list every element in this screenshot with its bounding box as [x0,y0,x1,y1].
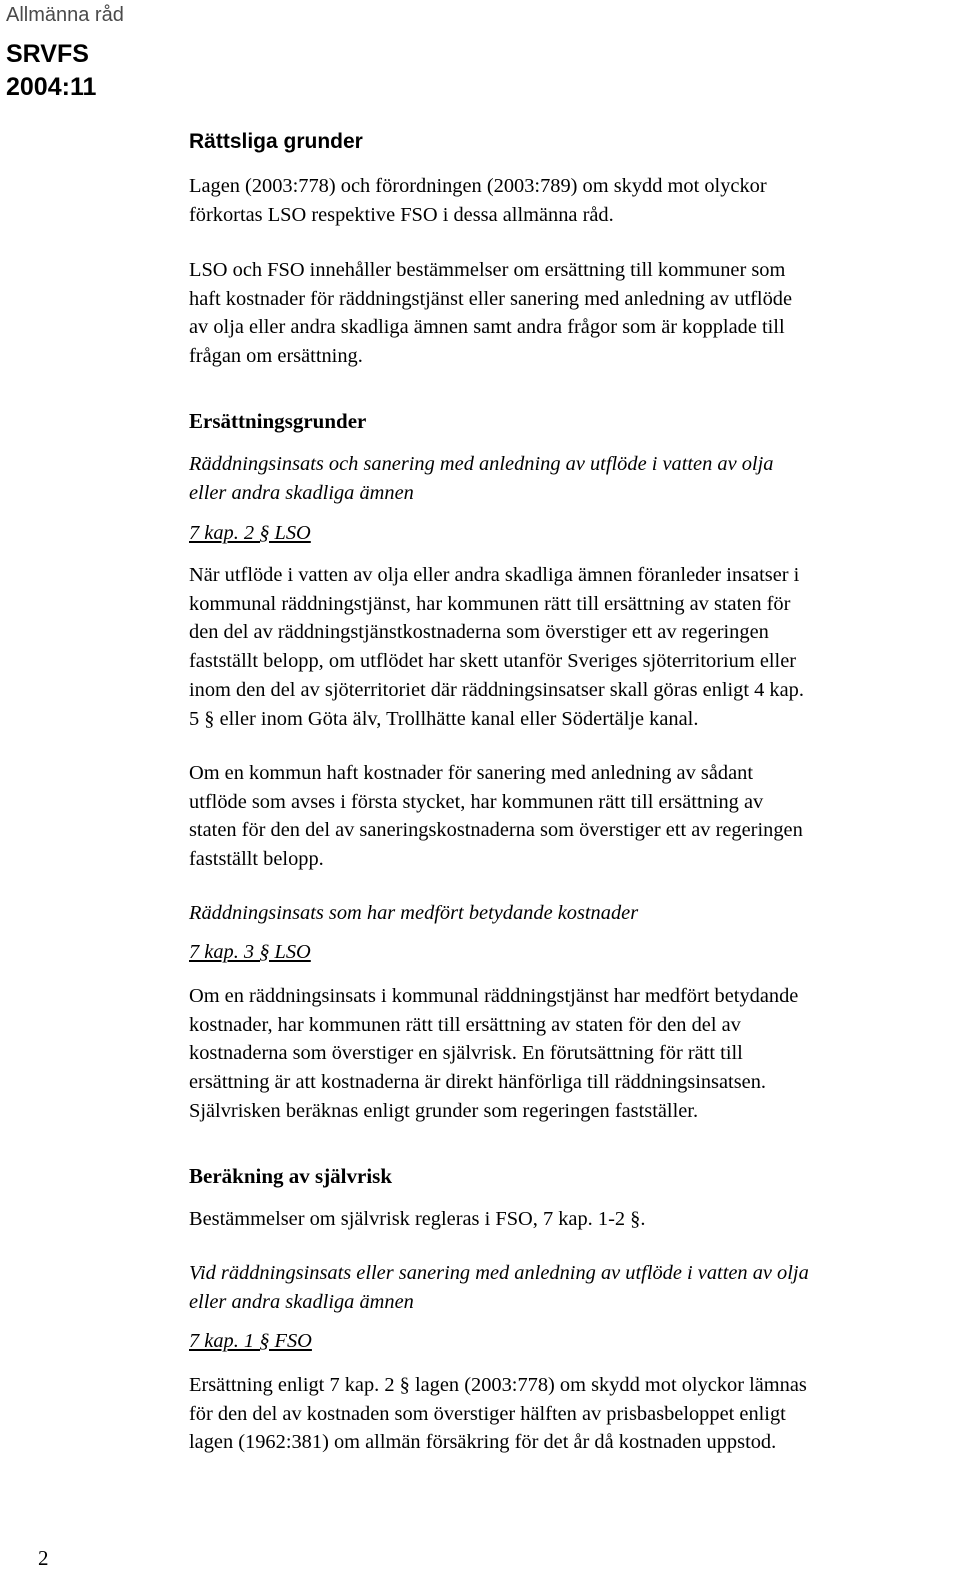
subheading-rescue-deductible [189,1259,809,1316]
text-line: Självrisken beräknas enligt grunder som regeringen fastställer. [189,1099,699,1122]
text-line: haft kostnader för räddningstjänst eller sanering med anledning av utflöde [189,287,793,310]
text-line: fastställt belopp. [189,848,324,871]
series-number: 2004:11 [6,73,97,101]
text-line: den del av räddningstjänstkostnaderna som överstiger ett av regeringen [189,621,769,644]
heading-legal-basis: Rättsliga grunder [189,130,363,153]
text-line: kommunal räddningstjänst, har kommunen rätt till ersättning av staten för [189,592,791,615]
heading-compensation: Ersättningsgrunder [189,409,367,433]
text-line: Ersättning enligt 7 kap. 2 § lagen (2003:778) om skydd mot olyckor lämnas [189,1374,807,1396]
subheading-rescue-sanitation [189,450,773,507]
text-line: Om en kommun haft kostnader för sanering med anledning av sådant [189,762,753,784]
document-series [6,38,96,104]
text-line: frågan om ersättning. [189,345,363,368]
text-line: för den del av kostnaden som överstiger hälften av prisbasbeloppet enligt [189,1402,786,1425]
paragraph-compensation-1 [189,561,804,733]
text-line: Lagen (2003:778) och förordningen (2003:789) om skydd mot olyckor [189,175,767,197]
text-line: eller andra skadliga ämnen [189,481,414,504]
page-number: 2 [38,1546,49,1570]
text-line: förkortas LSO respektive FSO i dessa allmänna råd. [189,203,614,226]
text-line: fastställt belopp, om utflödet har skett utanför Sveriges sjöterritorium eller [189,650,797,673]
text-line: ersättning är att kostnaderna är direkt hänförliga till räddningsinsatsen. [189,1071,766,1094]
text-line: LSO och FSO innehåller bestämmelser om ersättning till kommuner som [189,259,786,281]
legal-reference-7-2-lso: 7 kap. 2 § LSO [189,522,311,544]
text-line: utflöde som avses i första stycket, har kommunen rätt till ersättning av [189,790,764,813]
paragraph-legal-basis-2 [189,256,792,371]
text-line: staten för den del av saneringskostnaderna som överstiger ett av regeringen [189,819,803,842]
text-line: kostnader, har kommunen rätt till ersättning av staten för den del av [189,1013,741,1036]
text-line: Räddningsinsats och sanering med anledning av utflöde i vatten av olja [189,453,774,475]
legal-reference-7-1-fso: 7 kap. 1 § FSO [189,1330,312,1352]
paragraph-compensation-3 [189,982,798,1126]
text-line: När utflöde i vatten av olja eller andra skadliga ämnen föranleder insatser i [189,564,800,586]
heading-deductible: Beräkning av självrisk [189,1164,393,1188]
text-line: kostnaderna som överstiger en självrisk. En förutsättning för rätt till [189,1042,743,1065]
text-line: lagen (1962:381) om allmän försäkring för det år då kostnaden uppstod. [189,1431,777,1454]
document-category: Allmänna råd [6,4,124,26]
text-line: Vid räddningsinsats eller sanering med anledning av utflöde i vatten av olja [189,1262,809,1284]
subheading-significant-costs: Räddningsinsats som har medfört betydande kostnader [189,902,639,924]
text-line: 5 § eller inom Göta älv, Trollhätte kanal eller Södertälje kanal. [189,707,699,730]
text-line: Om en räddningsinsats i kommunal räddningstjänst har medfört betydande [189,985,799,1007]
paragraph-compensation-2 [189,759,803,874]
paragraph-legal-basis-1 [189,172,767,229]
text-line: eller andra skadliga ämnen [189,1290,414,1313]
text-line: av olja eller andra skadliga ämnen samt andra frågor som är kopplade till [189,316,785,339]
paragraph-deductible-2 [189,1371,807,1457]
text-line: inom den del av sjöterritoriet där räddningsinsatser skall göras enligt 4 kap. [189,678,804,701]
paragraph-deductible-1: Bestämmelser om självrisk regleras i FSO, 7 kap. 1-2 §. [189,1208,646,1230]
series-label: SRVFS [6,40,89,68]
legal-reference-7-3-lso: 7 kap. 3 § LSO [189,941,311,963]
